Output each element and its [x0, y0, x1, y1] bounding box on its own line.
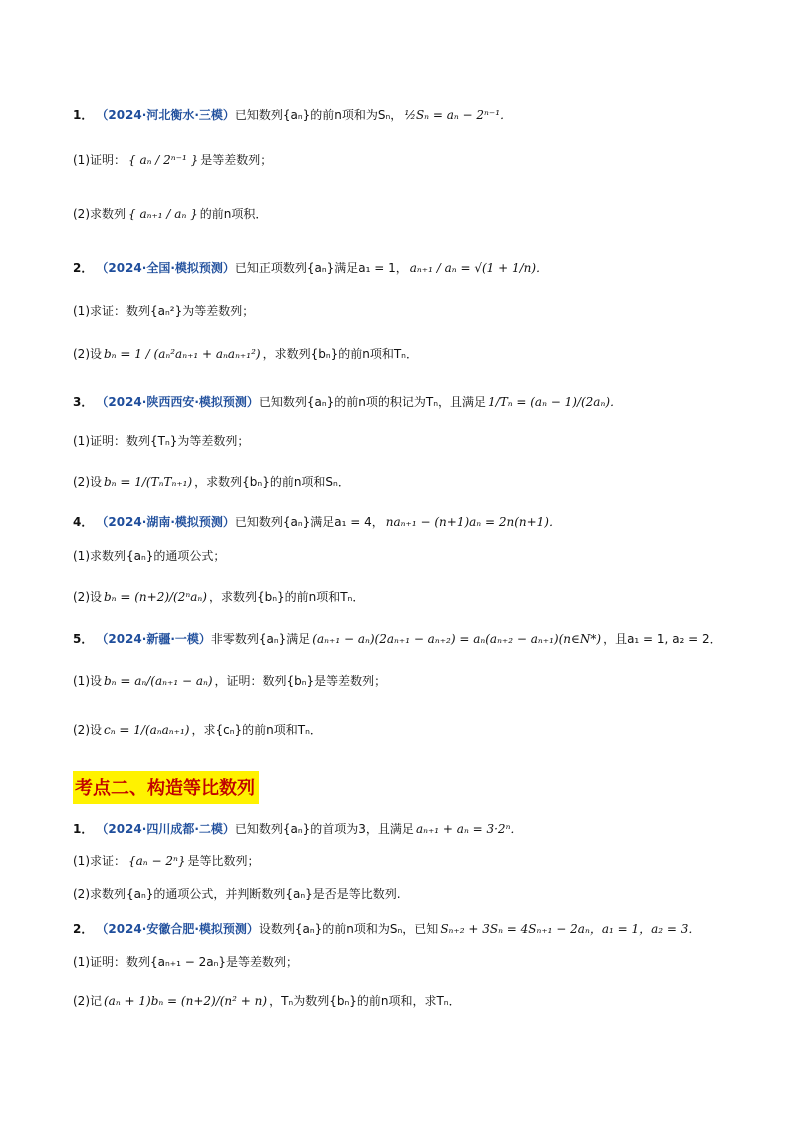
problem-number: 3． — [73, 395, 94, 409]
part-text-tail: 是等差数列； — [200, 153, 273, 167]
problem-b1-part-1 — [73, 852, 259, 869]
part-text: (1)求证：数列{aₙ²}为等差数列； — [73, 304, 255, 318]
problem-b2-part-2 — [73, 992, 461, 1009]
part-text-tail: ，求{cₙ}的前n项和Tₙ． — [191, 723, 322, 737]
section-title: 考点二、构造等比数列 — [75, 778, 255, 799]
problem-text: 非零数列{aₙ}满足 — [210, 632, 311, 646]
part-formula: bₙ = (n+2)/(2ⁿaₙ) — [104, 589, 207, 604]
part-text: (1)证明：数列{Tₙ}为等差数列； — [73, 434, 250, 448]
part-text: (2)设 — [73, 723, 102, 737]
problem-text: 已知数列{aₙ}的前n项和为Sₙ， — [234, 108, 403, 122]
problem-number: 1． — [73, 822, 94, 836]
problem-2-part-2 — [73, 345, 418, 362]
problem-formula: ½Sₙ = aₙ − 2ⁿ⁻¹． — [404, 108, 513, 122]
part-formula: cₙ = 1/(aₙaₙ₊₁) — [104, 722, 190, 737]
part-text: (1)证明：数列{aₙ₊₁ − 2aₙ}是等差数列； — [73, 955, 299, 969]
part-formula: bₙ = 1/(TₙTₙ₊₁) — [104, 474, 193, 489]
problem-5-stem — [73, 630, 722, 647]
problem-text: 已知正项数列{aₙ}满足a₁ = 1， — [234, 261, 408, 275]
part-text: (2)求数列 — [73, 207, 126, 221]
part-text: (2)设 — [73, 347, 102, 361]
problem-b1-stem — [73, 820, 524, 837]
part-text-tail: ，求数列{bₙ}的前n项和Sₙ． — [194, 475, 350, 489]
part-text-tail: 的前n项积． — [199, 207, 268, 221]
part-formula: {aₙ − 2ⁿ} — [128, 853, 186, 868]
part-text: (2)求数列{aₙ}的通项公式，并判断数列{aₙ}是否是等比数列. — [73, 887, 401, 901]
part-text: (1)求数列{aₙ}的通项公式； — [73, 549, 226, 563]
problem-source: （2024·河北衡水·三模） — [96, 108, 235, 122]
part-text: (2)设 — [73, 590, 102, 604]
problem-5-part-1 — [73, 672, 386, 689]
problem-text: 设数列{aₙ}的前n项和为Sₙ，已知 — [258, 922, 439, 936]
problem-b2-stem — [73, 920, 702, 937]
problem-3-stem — [73, 393, 624, 410]
problem-number: 5． — [73, 632, 94, 646]
problem-formula: aₙ₊₁ + aₙ = 3·2ⁿ． — [415, 822, 523, 836]
problem-4-part-2 — [73, 588, 364, 605]
problem-2-stem — [73, 259, 550, 276]
problem-b1-part-2 — [73, 885, 401, 902]
part-formula: { aₙ₊₁ / aₙ } — [128, 206, 198, 221]
problem-number: 2． — [73, 922, 94, 936]
problem-formula: Sₙ₊₂ + 3Sₙ = 4Sₙ₊₁ − 2aₙ，a₁ = 1，a₂ = 3． — [440, 922, 701, 936]
problem-source: （2024·湖南·模拟预测） — [96, 515, 235, 529]
problem-formula: naₙ₊₁ − (n+1)aₙ = 2n(n+1)． — [385, 515, 561, 529]
problem-source: （2024·全国·模拟预测） — [96, 261, 235, 275]
problem-1-part-2 — [73, 205, 267, 222]
problem-number: 4． — [73, 515, 94, 529]
part-text-tail: ，求数列{bₙ}的前n项和Tₙ． — [262, 347, 418, 361]
problem-text: 已知数列{aₙ}的前n项的积记为Tₙ，且满足 — [258, 395, 487, 409]
problem-3-part-1 — [73, 432, 249, 449]
part-text-tail: ，求数列{bₙ}的前n项和Tₙ． — [208, 590, 365, 604]
part-formula: bₙ = aₙ/(aₙ₊₁ − aₙ) — [104, 673, 213, 688]
problem-2-part-1 — [73, 302, 254, 319]
problem-b2-part-1 — [73, 953, 298, 970]
problem-source: （2024·四川成都·二模） — [96, 822, 235, 836]
part-text-tail: 是等比数列； — [187, 854, 260, 868]
part-text: (2)设 — [73, 475, 102, 489]
part-text: (1)证明： — [73, 153, 126, 167]
problem-text-tail: ，且a₁ = 1, a₂ = 2． — [603, 632, 722, 646]
part-text: (1)求证： — [73, 854, 126, 868]
problem-formula: (aₙ₊₁ − aₙ)(2aₙ₊₁ − aₙ₊₂) = aₙ(aₙ₊₂ − aₙ₊₁)(n∈N*) — [312, 631, 602, 646]
part-formula: (aₙ + 1)bₙ = (n+2)/(n² + n) — [104, 993, 268, 1008]
problem-formula: aₙ₊₁ / aₙ = √(1 + 1/n)． — [409, 261, 549, 275]
problem-number: 1． — [73, 108, 94, 122]
problem-3-part-2 — [73, 473, 350, 490]
problem-source: （2024·新疆·一模） — [96, 632, 211, 646]
problem-formula: 1/Tₙ = (aₙ − 1)/(2aₙ)． — [488, 395, 623, 409]
part-text: (1)设 — [73, 674, 102, 688]
part-formula: bₙ = 1 / (aₙ²aₙ₊₁ + aₙaₙ₊₁²) — [104, 346, 261, 361]
problem-1-stem — [73, 106, 514, 123]
part-text-tail: ，证明：数列{bₙ}是等差数列； — [214, 674, 387, 688]
problem-1-part-1 — [73, 151, 272, 168]
problem-text: 已知数列{aₙ}满足a₁ = 4， — [234, 515, 384, 529]
part-text-tail: ，Tₙ为数列{bₙ}的前n项和，求Tₙ． — [269, 994, 461, 1008]
part-formula: { aₙ / 2ⁿ⁻¹ } — [128, 152, 199, 167]
part-text: (2)记 — [73, 994, 102, 1008]
problem-5-part-2 — [73, 721, 322, 738]
problem-number: 2． — [73, 261, 94, 275]
problem-4-part-1 — [73, 547, 225, 564]
problem-source: （2024·安徽合肥·模拟预测） — [96, 922, 259, 936]
problem-source: （2024·陕西西安·模拟预测） — [96, 395, 259, 409]
section-heading — [73, 771, 259, 804]
problem-text: 已知数列{aₙ}的首项为3，且满足 — [234, 822, 414, 836]
problem-4-stem — [73, 513, 563, 530]
